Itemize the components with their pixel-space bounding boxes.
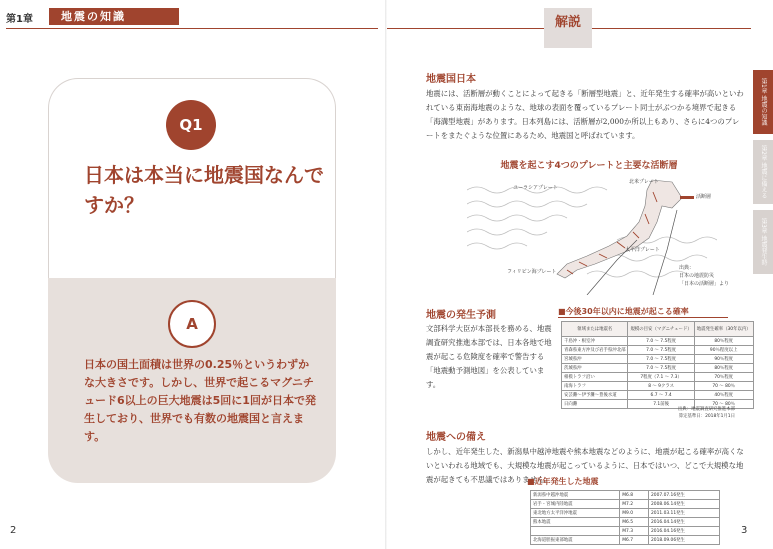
table-cell: 安芸灘〜伊予灘〜豊後水道 <box>562 391 628 400</box>
table-row <box>562 373 754 382</box>
table-row <box>531 500 720 509</box>
table-cell: M7.2 <box>620 500 649 509</box>
explanation-label: 解説 <box>544 8 592 48</box>
section-body-country: 地震には、活断層が動くことによって起きる「断層型地震」と、近年発生する確率が高いといわれている東南海地震のような、地球の表面を覆っているプレート同士がぶつかる境界で起きる「海溝型地震」があります。日本列島には、活断層が2,000か所以上もあり、さらに4つのプレートをまたぐような位置にあるため、地震国と呼ばれています。 <box>426 89 744 140</box>
table-cell: 北海道胆振東部地震 <box>531 536 620 545</box>
label-philippine-plate: フィリピン海プレート <box>507 269 557 275</box>
table-cell: 宮城県沖 <box>562 355 628 364</box>
recent-quakes-table <box>530 490 720 545</box>
legend-fault-text: 活断層 <box>696 194 712 200</box>
table-cell: 7程度（7.1 〜 7.3） <box>628 373 694 382</box>
table-cell: 岩手・宮城内陸地震 <box>531 500 620 509</box>
table-cell: M6.7 <box>620 536 649 545</box>
table-cell: 90％程度以上 <box>694 346 753 355</box>
table-row <box>531 509 720 518</box>
table-cell: 70 〜 80％ <box>694 382 753 391</box>
table-cell: 40％程度 <box>694 391 753 400</box>
tab-chapter-3[interactable]: 第3章 地震発生時 <box>753 210 773 274</box>
table-header: 規模の目安（マグニチュード） <box>628 322 694 337</box>
table-cell: 7.0 〜 7.5程度 <box>628 364 694 373</box>
tab-chapter-1[interactable]: 第1章 地震の知識 <box>753 70 773 134</box>
quake-table-title: ■近年発生した地震 <box>527 477 599 486</box>
right-page <box>387 0 773 549</box>
section-heading-prepare: 地震への備え <box>426 432 486 443</box>
label-pacific-plate: 太平洋プレート <box>625 247 660 253</box>
table-cell: M6.5 <box>620 518 649 527</box>
table-cell: 70％程度 <box>694 373 753 382</box>
chapter-tabs <box>753 70 773 280</box>
table-row <box>531 527 720 536</box>
table-cell: 7.0 〜 7.5程度 <box>628 346 694 355</box>
table-cell: 2007.07.16発生 <box>649 491 720 500</box>
table-cell: 相模トラフ沿い <box>562 373 628 382</box>
tab-chapter-2[interactable]: 第2章 地震に備える <box>753 140 773 204</box>
probability-table <box>561 321 754 409</box>
section-body-prepare: しかし、近年発生した、新潟県中越沖地震や熊本地震などのように、地震が起こる確率が高くないといわれる地域でも、大規模な地震が起こっているように、日本ではいつ、どこで大規模な地震が起きても不思議ではありません。 <box>426 447 744 484</box>
section-heading-forecast: 地震の発生予測 <box>426 310 496 321</box>
table-row <box>531 536 720 545</box>
a-badge: A <box>168 300 216 348</box>
table-row <box>531 518 720 527</box>
question-text: 日本は本当に地震国なんですか？ <box>84 163 324 217</box>
table-row <box>531 491 720 500</box>
table-row <box>562 364 754 373</box>
table-cell: 6.7 〜 7.4 <box>628 391 694 400</box>
map-title: 地震を起こす4つのプレートと主要な活断層 <box>500 161 678 171</box>
chapter-title: 地震の知識 <box>49 8 179 25</box>
table-cell: 新潟県中越沖地震 <box>531 491 620 500</box>
table-cell: 日向灘 <box>562 400 628 409</box>
prob-table-title: ■今後30年以内に地震が起こる確率 <box>558 307 689 316</box>
chapter-label: 第1章 <box>6 14 33 25</box>
table-row <box>562 337 754 346</box>
table-cell: 熊本地震 <box>531 518 620 527</box>
table-cell: 2008.06.14発生 <box>649 500 720 509</box>
legend-fault-swatch <box>680 196 694 199</box>
table-cell: 2011.03.11発生 <box>649 509 720 518</box>
table-cell: M6.8 <box>620 491 649 500</box>
japan-outline <box>557 180 682 278</box>
table-cell: 2016.04.16発生 <box>649 527 720 536</box>
prob-table-rule <box>558 317 728 318</box>
table-cell: 7.1前後 <box>628 400 694 409</box>
table-cell <box>531 527 620 536</box>
table-row <box>562 391 754 400</box>
label-north-american-plate: 北米プレート <box>629 179 659 185</box>
table-cell: 80％程度 <box>694 364 753 373</box>
table-cell: 90％程度 <box>694 355 753 364</box>
table-cell: 70 〜 80％ <box>694 400 753 409</box>
map-source: 出典： 日本の地震防災 「日本の活断層」より <box>679 265 730 287</box>
table-cell: 南海トラフ <box>562 382 628 391</box>
table-cell: 2018.09.06発生 <box>649 536 720 545</box>
table-row <box>562 382 754 391</box>
table-cell: 7.0 〜 7.5程度 <box>628 337 694 346</box>
table-row <box>562 346 754 355</box>
prob-table-source: 出典：地震調査研究推進本部 算定基準日：2018年1月1日 <box>677 407 735 419</box>
section-heading-country: 地震国日本 <box>426 74 476 85</box>
table-cell: 青森県東方沖及び岩手県沖北部 <box>562 346 628 355</box>
page-number-left: 2 <box>10 525 17 536</box>
section-body-forecast: 文部科学大臣が本部長を務める、地震調査研究推進本部では、日本各地で地震が起こる危険度を確率で警告する「地震動予測地図」を公表しています。 <box>426 324 552 389</box>
table-cell: M9.0 <box>620 509 649 518</box>
table-cell: 80％程度 <box>694 337 753 346</box>
table-header: 領域または地震名 <box>562 322 628 337</box>
table-row <box>562 355 754 364</box>
header-rule <box>6 28 378 29</box>
table-cell: 8 〜 9クラス <box>628 382 694 391</box>
q-badge: Q1 <box>166 100 216 150</box>
answer-text: 日本の国土面積は世界の0.25％というわずかな大きさです。しかし、世界で起こるマグニチュード6以上の巨大地震は5回に1回が日本で発生しており、世界でも有数の地震国と言えます。 <box>84 358 316 443</box>
table-cell: 茨城県沖 <box>562 364 628 373</box>
table-cell: 7.0 〜 7.5程度 <box>628 355 694 364</box>
page-number-right: 3 <box>741 525 748 536</box>
table-header: 地震発生確率（30年以内） <box>694 322 753 337</box>
table-cell: 東北地方太平洋沖地震 <box>531 509 620 518</box>
label-eurasian-plate: ユーラシアプレート <box>513 185 558 191</box>
table-cell: 千島沖・根室沖 <box>562 337 628 346</box>
table-cell: 2016.04.14発生 <box>649 518 720 527</box>
table-cell: M7.3 <box>620 527 649 536</box>
left-page <box>0 0 386 549</box>
